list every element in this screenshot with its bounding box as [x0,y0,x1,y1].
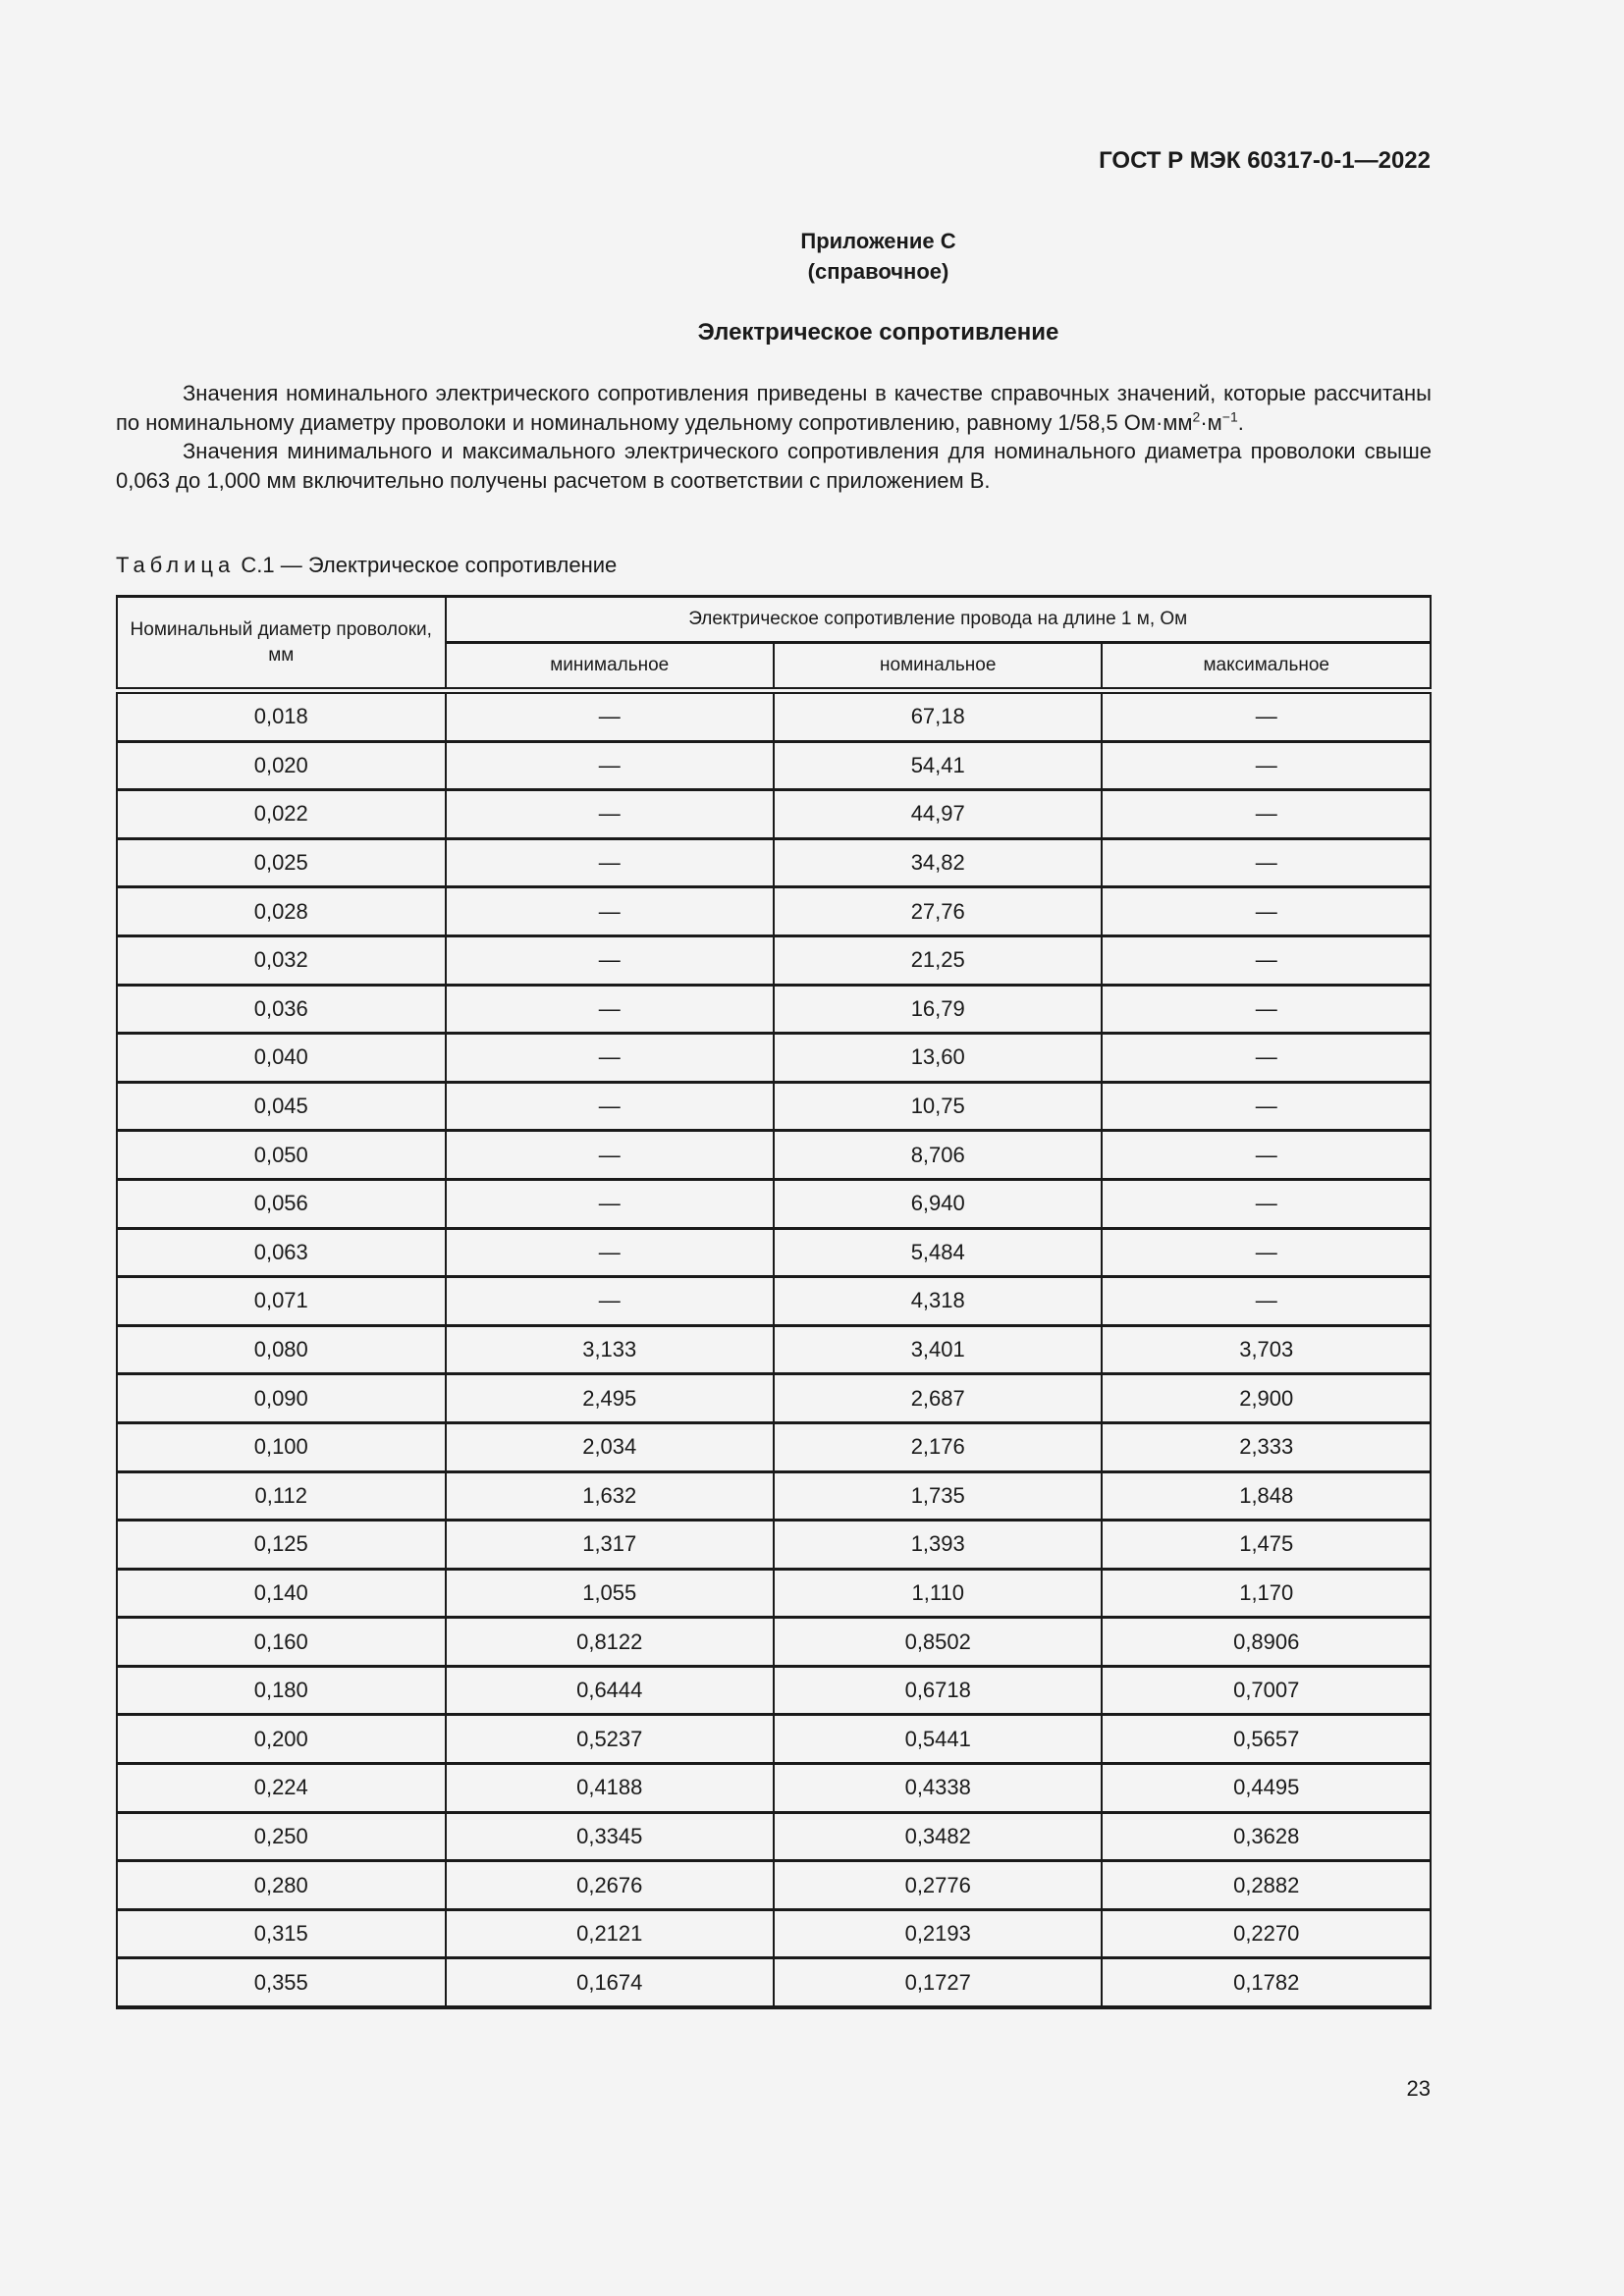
cell-diameter: 0,063 [117,1228,446,1277]
cell-min: — [446,887,774,936]
header-nominal: номинальное [774,643,1102,691]
cell-nominal: 67,18 [774,691,1102,742]
cell-max: — [1102,1228,1431,1277]
cell-nominal: 0,6718 [774,1666,1102,1715]
cell-min: 1,055 [446,1569,774,1618]
table-row [117,1228,1431,1277]
cell-diameter: 0,112 [117,1471,446,1521]
cell-diameter: 0,018 [117,691,446,742]
cell-nominal: 6,940 [774,1179,1102,1228]
cell-diameter: 0,160 [117,1618,446,1667]
cell-nominal: 3,401 [774,1325,1102,1374]
cell-nominal: 21,25 [774,935,1102,985]
table-row [117,1861,1431,1910]
cell-min: — [446,838,774,887]
cell-nominal: 16,79 [774,985,1102,1034]
cell-nominal: 54,41 [774,741,1102,790]
cell-max: 0,5657 [1102,1715,1431,1764]
cell-min: — [446,1082,774,1131]
cell-nominal: 1,735 [774,1471,1102,1521]
table-row [117,1521,1431,1570]
cell-diameter: 0,180 [117,1666,446,1715]
cell-min: 1,317 [446,1521,774,1570]
annex-heading [0,226,1624,287]
section-title: Электрическое сопротивление [697,319,1059,346]
cell-diameter: 0,080 [117,1325,446,1374]
table-row [117,1666,1431,1715]
table-row [117,887,1431,936]
cell-diameter: 0,040 [117,1034,446,1083]
annex-title: Приложение С [800,229,956,253]
cell-min: 0,3345 [446,1812,774,1861]
table-body [117,691,1431,2008]
cell-min: 0,2676 [446,1861,774,1910]
table-row [117,935,1431,985]
table-row [117,1082,1431,1131]
cell-diameter: 0,140 [117,1569,446,1618]
cell-max: — [1102,985,1431,1034]
cell-max: — [1102,1277,1431,1326]
cell-diameter: 0,020 [117,741,446,790]
cell-diameter: 0,100 [117,1422,446,1471]
cell-max: — [1102,838,1431,887]
cell-min: 3,133 [446,1325,774,1374]
cell-nominal: 0,8502 [774,1618,1102,1667]
table-caption-label: Таблица [116,553,236,577]
cell-max: 0,3628 [1102,1812,1431,1861]
cell-nominal: 0,5441 [774,1715,1102,1764]
cell-diameter: 0,224 [117,1764,446,1813]
cell-max: — [1102,741,1431,790]
cell-max: — [1102,1082,1431,1131]
cell-diameter: 0,280 [117,1861,446,1910]
cell-max: 0,2882 [1102,1861,1431,1910]
cell-diameter: 0,090 [117,1374,446,1423]
cell-min: — [446,691,774,742]
table-row [117,741,1431,790]
cell-max: — [1102,887,1431,936]
cell-max: 0,8906 [1102,1618,1431,1667]
cell-max: 0,2270 [1102,1909,1431,1958]
cell-nominal: 2,687 [774,1374,1102,1423]
cell-min: 0,5237 [446,1715,774,1764]
cell-max: — [1102,935,1431,985]
cell-max: — [1102,691,1431,742]
cell-min: 2,495 [446,1374,774,1423]
table-row [117,1569,1431,1618]
table-row [117,1958,1431,2007]
table-row [117,1618,1431,1667]
table-row [117,985,1431,1034]
paragraph-1-unit: ·м [1200,409,1222,435]
cell-nominal: 1,110 [774,1569,1102,1618]
paragraph-2: Значения минимального и максимального электрического сопротивления для номинального диаметра проволоки свыше 0,063 до 1,000 мм включительно получены расчетом в соответствии с приложением В. [116,439,1432,493]
cell-diameter: 0,022 [117,790,446,839]
cell-diameter: 0,125 [117,1521,446,1570]
superscript: −1 [1221,408,1238,425]
cell-min: 0,6444 [446,1666,774,1715]
header-max: максимальное [1102,643,1431,691]
cell-max: — [1102,1131,1431,1180]
cell-nominal: 4,318 [774,1277,1102,1326]
cell-nominal: 8,706 [774,1131,1102,1180]
table-row [117,1277,1431,1326]
cell-min: 2,034 [446,1422,774,1471]
cell-diameter: 0,036 [117,985,446,1034]
cell-nominal: 34,82 [774,838,1102,887]
cell-min: — [446,1228,774,1277]
table-row [117,1909,1431,1958]
table-row [117,691,1431,742]
cell-min: — [446,1131,774,1180]
cell-diameter: 0,025 [117,838,446,887]
cell-nominal: 0,3482 [774,1812,1102,1861]
cell-nominal: 0,2776 [774,1861,1102,1910]
cell-nominal: 13,60 [774,1034,1102,1083]
cell-nominal: 27,76 [774,887,1102,936]
table-row [117,838,1431,887]
cell-diameter: 0,315 [117,1909,446,1958]
cell-diameter: 0,071 [117,1277,446,1326]
cell-diameter: 0,045 [117,1082,446,1131]
cell-nominal: 0,4338 [774,1764,1102,1813]
cell-max: 3,703 [1102,1325,1431,1374]
cell-nominal: 1,393 [774,1521,1102,1570]
cell-nominal: 2,176 [774,1422,1102,1471]
cell-max: — [1102,1034,1431,1083]
paragraph-1-end: . [1237,409,1244,435]
cell-nominal: 0,1727 [774,1958,1102,2007]
cell-max: 1,170 [1102,1569,1431,1618]
cell-min: — [446,1034,774,1083]
header-min: минимальное [446,643,774,691]
cell-nominal: 0,2193 [774,1909,1102,1958]
annex-subtitle: (справочное) [807,259,949,284]
paragraph-1-text: Значения номинального электрического сопротивления приведены в качестве справочных значений, которые рассчитаны по номинальному диаметру проволоки и номинальному удельному сопротивлению, равному 1/58,5 Ом·мм [116,381,1432,435]
cell-max: 0,4495 [1102,1764,1431,1813]
table-row [117,1764,1431,1813]
header-diameter: Номинальный диаметр проволоки, мм [117,597,446,691]
cell-diameter: 0,250 [117,1812,446,1861]
header-resistance-group: Электрическое сопротивление провода на длине 1 м, Ом [446,597,1432,643]
cell-min: 0,4188 [446,1764,774,1813]
cell-min: — [446,935,774,985]
cell-diameter: 0,050 [117,1131,446,1180]
cell-diameter: 0,032 [117,935,446,985]
cell-diameter: 0,355 [117,1958,446,2007]
cell-nominal: 5,484 [774,1228,1102,1277]
paragraph-1 [116,379,1432,437]
cell-max: — [1102,1179,1431,1228]
table-caption [116,553,617,578]
cell-min: 0,1674 [446,1958,774,2007]
cell-diameter: 0,028 [117,887,446,936]
superscript: 2 [1192,408,1201,425]
table-row [117,1471,1431,1521]
cell-min: — [446,790,774,839]
cell-min: 0,2121 [446,1909,774,1958]
cell-nominal: 44,97 [774,790,1102,839]
cell-diameter: 0,056 [117,1179,446,1228]
section-heading [0,319,1624,347]
cell-max: 0,7007 [1102,1666,1431,1715]
cell-max: 0,1782 [1102,1958,1431,2007]
table-row [117,1034,1431,1083]
cell-max: — [1102,790,1431,839]
cell-max: 2,333 [1102,1422,1431,1471]
cell-max: 1,475 [1102,1521,1431,1570]
table-row [117,790,1431,839]
table-row [117,1131,1431,1180]
cell-min: 1,632 [446,1471,774,1521]
cell-nominal: 10,75 [774,1082,1102,1131]
document-code: ГОСТ Р МЭК 60317-0-1—2022 [1099,147,1431,174]
table-caption-title: С.1 — Электрическое сопротивление [235,553,618,577]
table-row [117,1715,1431,1764]
cell-diameter: 0,200 [117,1715,446,1764]
cell-min: — [446,1179,774,1228]
resistance-table [116,595,1432,2009]
cell-max: 2,900 [1102,1374,1431,1423]
cell-min: — [446,985,774,1034]
page-number: 23 [1406,2076,1431,2101]
table-row [117,1422,1431,1471]
cell-min: 0,8122 [446,1618,774,1667]
table-row [117,1374,1431,1423]
body-text [116,379,1432,495]
cell-max: 1,848 [1102,1471,1431,1521]
table-row [117,1812,1431,1861]
cell-min: — [446,1277,774,1326]
table-row [117,1179,1431,1228]
table-row [117,1325,1431,1374]
cell-min: — [446,741,774,790]
